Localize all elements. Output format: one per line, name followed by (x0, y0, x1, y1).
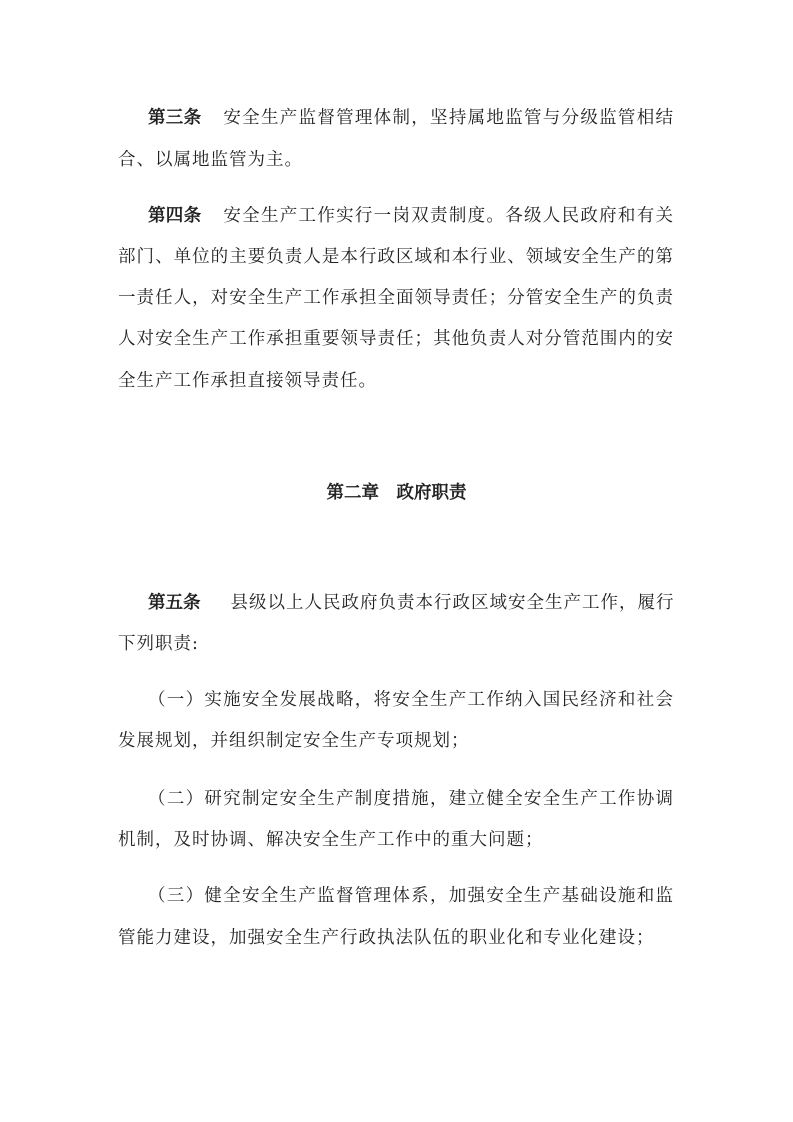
article-5-line-2: 下列职责: (118, 634, 199, 654)
item-2-line-2: 机制，及时协调、解决安全生产工作中的重大问题； (118, 830, 544, 850)
article-3-line-1 (148, 107, 674, 129)
article-4-line-1 (148, 205, 674, 227)
article-5-line-1 (148, 592, 674, 614)
article-3-line-2: 合、以属地监管为主。 (118, 150, 303, 170)
item-2-line-1: （二）研究制定安全生产制度措施，建立健全安全生产工作协调 (148, 789, 674, 809)
article-3-text: 安全生产监督管理体制，坚持属地监管与分级监管相结 (223, 108, 675, 128)
article-5-label: 第五条 (148, 593, 201, 613)
article-4-label: 第四条 (148, 206, 202, 226)
article-4-text: 安全生产工作实行一岗双责制度。各级人民政府和有关 (223, 206, 675, 226)
chapter-heading: 第二章 政府职责 (326, 483, 467, 503)
item-1-line-2: 发展规划，并组织制定安全生产专项规划； (118, 731, 470, 751)
article-5-text: 县级以上人民政府负责本行政区域安全生产工作，履行 (230, 593, 675, 613)
article-4-line-4: 人对安全生产工作承担重要领导责任；其他负责人对分管范围内的安 (118, 329, 674, 349)
article-3-label: 第三条 (148, 108, 202, 128)
article-4-line-3: 一责任人，对安全生产工作承担全面领导责任；分管安全生产的负责 (118, 288, 674, 308)
item-3-line-1: （三）健全安全生产监督管理体系，加强安全生产基础设施和监 (148, 886, 674, 906)
article-4-line-5: 全生产工作承担直接领导责任。 (118, 371, 377, 391)
item-1-line-1: （一）实施安全发展战略，将安全生产工作纳入国民经济和社会 (148, 690, 674, 710)
item-3-line-2: 管能力建设，加强安全生产行政执法队伍的职业化和专业化建设； (118, 928, 655, 948)
article-4-line-2: 部门、单位的主要负责人是本行政区域和本行业、领域安全生产的第 (118, 247, 674, 267)
